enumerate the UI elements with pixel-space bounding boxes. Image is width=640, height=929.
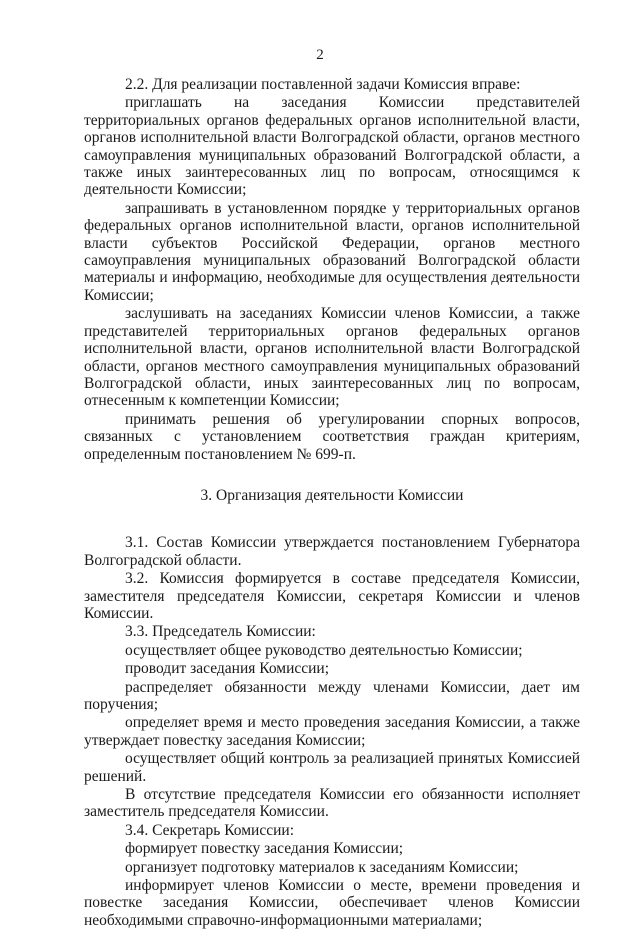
paragraph: 3.4. Секретарь Комиссии: xyxy=(125,821,295,839)
paragraph: 3.2. Комиссия формируется в составе председателя Комиссии, заместителя председателя Комиссии, секретаря Комиссии и членов Комиссии. xyxy=(84,570,580,622)
paragraph: осуществляет общее руководство деятельностью Комиссии; xyxy=(125,641,523,659)
section-heading: 3. Организация деятельности Комиссии xyxy=(200,486,464,504)
document-body xyxy=(84,76,580,929)
paragraph: принимать решения об урегулировании спорных вопросов, связанных с установлением соответствия граждан критериям, определенным постановлением № 699-п. xyxy=(84,410,580,463)
paragraph: информирует членов Комиссии о месте, времени проведения и повестке заседания Комиссии, обеспечивает членов Комиссии необходимыми справочно-информационными материалами; xyxy=(84,877,580,929)
paragraph: формирует повестку заседания Комиссии; xyxy=(125,840,404,858)
page-number: 2 xyxy=(316,47,324,63)
paragraph: запрашивать в установленном порядке у территориальных органов федеральных органов исполнительной власти, органов исполнительной власти субъектов Российской Федерации, органов местного самоуправления муниципальных образований Волгоградской области материалы и информацию, необходимые для осуществления деятельности Комиссии; xyxy=(84,199,580,304)
paragraph: осуществляет общий контроль за реализацией принятых Комиссией решений. xyxy=(84,750,580,785)
paragraph: заслушивать на заседаниях Комиссии членов Комиссии, а также представителей территориальных органов федеральных органов исполнительной власти, органов исполнительной власти Волгоградской области, органов местного самоуправления муниципальных образований Волгоградской области, иных заинтересованных лиц по вопросам, отнесенным к компетенции Комиссии; xyxy=(84,305,580,410)
paragraph: 3.1. Состав Комиссии утверждается постановлением Губернатора Волгоградской области. xyxy=(84,534,580,569)
paragraph: организует подготовку материалов к заседаниям Комиссии; xyxy=(125,858,519,876)
paragraph: проводит заседания Комиссии; xyxy=(125,660,330,678)
paragraph: В отсутствие председателя Комиссии его обязанности исполняет заместитель председателя Комиссии. xyxy=(84,786,580,821)
paragraph: определяет время и место проведения заседания Комиссии, а также утверждает повестку заседания Комиссии; xyxy=(84,714,580,749)
paragraph: 3.3. Председатель Комиссии: xyxy=(125,623,316,641)
paragraph: 2.2. Для реализации поставленной задачи Комиссия вправе: xyxy=(125,76,521,93)
paragraph: распределяет обязанности между членами Комиссии, дает им поручения; xyxy=(84,678,580,713)
paragraph: приглашать на заседания Комиссии представителей территориальных органов федеральных органов исполнительной власти, органов исполнительной власти Волгоградской области, органов местного самоуправления муниципальных образований Волгоградской области, а также иных заинтересованных лиц по вопросам, относящимся к деятельности Комиссии; xyxy=(84,94,580,199)
